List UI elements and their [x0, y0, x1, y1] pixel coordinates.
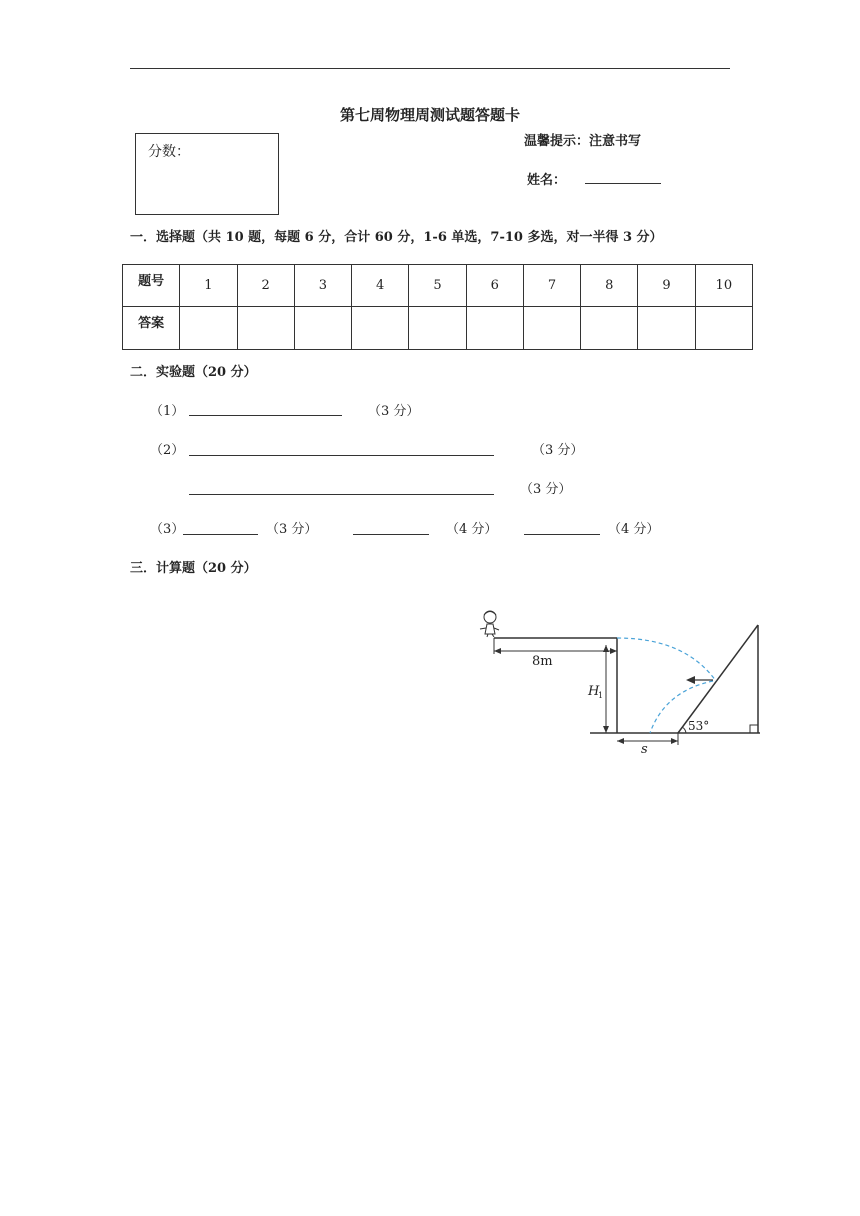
page-title: 第七周物理周测试题答题卡 — [339, 106, 520, 124]
q3-blank-c[interactable] — [524, 534, 600, 535]
q3-blank-b[interactable] — [353, 534, 429, 535]
dimension-arrow-icon — [671, 738, 678, 744]
question-number: 3 — [294, 265, 351, 307]
name-field[interactable] — [585, 183, 661, 184]
row-label-number: 题号 — [123, 265, 180, 307]
question-number: 8 — [581, 265, 638, 307]
question-number: 7 — [523, 265, 580, 307]
answer-cell[interactable] — [180, 307, 237, 350]
q3-blank-a[interactable] — [183, 534, 258, 535]
q1-label: （1） — [150, 404, 185, 419]
question-number: 5 — [409, 265, 466, 307]
answer-cell[interactable] — [466, 307, 523, 350]
answer-cell[interactable] — [523, 307, 580, 350]
q2-blank-a[interactable] — [189, 455, 494, 456]
question-number: 1 — [180, 265, 237, 307]
q2-blank-b[interactable] — [189, 494, 494, 495]
angle-label: 53° — [688, 719, 710, 733]
q3-label: （3） — [150, 522, 185, 537]
dimension-arrow-icon — [603, 726, 609, 733]
arrow-head-icon — [686, 676, 695, 684]
answer-cell[interactable] — [237, 307, 294, 350]
question-number: 6 — [466, 265, 523, 307]
header-rule — [130, 68, 730, 69]
answer-cell[interactable] — [695, 307, 752, 350]
q1-blank[interactable] — [189, 415, 342, 416]
answer-cell[interactable] — [352, 307, 409, 350]
answer-cell[interactable] — [581, 307, 638, 350]
question-number: 10 — [695, 265, 752, 307]
number-row — [123, 265, 753, 307]
q3-points-c: （4 分） — [608, 522, 660, 537]
answer-row — [123, 307, 753, 350]
dimension-arrow-icon — [603, 645, 609, 652]
q2-points-b: （3 分） — [520, 482, 572, 497]
height-subscript: 1 — [598, 691, 604, 700]
q2-label: （2） — [150, 443, 185, 458]
answer-table — [122, 264, 753, 350]
angle-arc — [682, 727, 686, 733]
trajectory-upper — [617, 638, 716, 681]
dimension-arrow-icon — [617, 738, 624, 744]
q1-points: （3 分） — [368, 404, 420, 419]
person-icon — [480, 611, 499, 637]
dimension-arrow-icon — [610, 648, 617, 654]
section2-heading: 二．实验题（20 分） — [130, 365, 257, 380]
answer-cell[interactable] — [638, 307, 695, 350]
section3-heading: 三．计算题（20 分） — [130, 561, 257, 576]
q2-points-a: （3 分） — [532, 443, 584, 458]
distance-label: 8m — [532, 654, 553, 669]
height-label: H — [588, 684, 600, 699]
answer-cell[interactable] — [294, 307, 351, 350]
section1-heading: 一．选择题（共 10 题，每题 6 分，合计 60 分，1-6 单选，7-10 多选，对一半得 3 分） — [130, 230, 663, 245]
s-label: s — [641, 742, 648, 757]
question-number: 9 — [638, 265, 695, 307]
question-number: 4 — [352, 265, 409, 307]
answer-cell[interactable] — [409, 307, 466, 350]
q3-points-a: （3 分） — [266, 522, 318, 537]
dimension-arrow-icon — [494, 648, 501, 654]
score-box[interactable] — [135, 133, 279, 215]
name-label: 姓名： — [527, 173, 567, 188]
projectile-diagram — [470, 605, 770, 760]
score-label: 分数： — [148, 144, 190, 160]
right-angle-mark — [750, 725, 758, 733]
q3-points-b: （4 分） — [446, 522, 498, 537]
row-label-answer: 答案 — [123, 307, 180, 350]
writing-tip: 温馨提示：注意书写 — [524, 134, 642, 149]
question-number: 2 — [237, 265, 294, 307]
